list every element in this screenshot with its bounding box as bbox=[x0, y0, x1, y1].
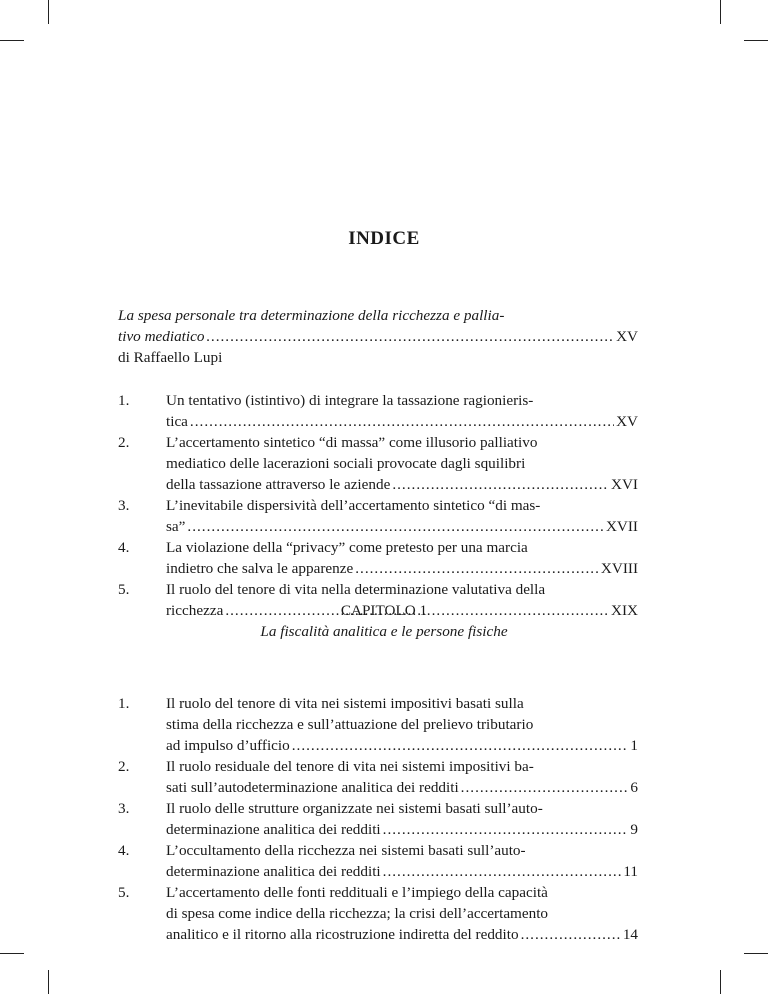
entry-line: L’accertamento sintetico “di massa” come illusorio palliativo bbox=[166, 434, 538, 451]
page-number: 9 bbox=[630, 821, 638, 838]
toc-entry bbox=[118, 495, 638, 537]
crop-mark bbox=[0, 953, 24, 954]
page-title: INDICE bbox=[348, 228, 420, 249]
entry-number: 2. bbox=[118, 434, 130, 451]
crop-mark bbox=[720, 970, 721, 994]
page-number: XVIII bbox=[600, 560, 638, 577]
entry-line: sati sull’autodeterminazione analitica dei redditi ..... 6 bbox=[166, 777, 638, 798]
entry-line: determinazione analitica dei redditi ..... 9 bbox=[166, 819, 638, 840]
entry-line: determinazione analitica dei redditi ..... 11 bbox=[166, 861, 638, 882]
entry-line: della tassazione attraverso le aziende ..... XVI bbox=[166, 474, 638, 495]
toc-entry bbox=[118, 798, 638, 840]
crop-mark bbox=[0, 40, 24, 41]
page-number: 6 bbox=[630, 779, 638, 796]
toc-entry bbox=[118, 756, 638, 798]
preface-title-line: La spesa personale tra determinazione della ricchezza e pallia- bbox=[118, 307, 505, 324]
page-number: XIX bbox=[611, 602, 638, 619]
chapter-heading bbox=[0, 600, 768, 642]
page-number: XV bbox=[616, 328, 638, 345]
entry-line: ricchezza ..... XIX bbox=[166, 600, 638, 621]
entry-number: 1. bbox=[118, 392, 130, 409]
toc-entry bbox=[118, 432, 638, 495]
crop-mark bbox=[48, 0, 49, 24]
page-number: 14 bbox=[622, 926, 638, 943]
chapter-subtitle: La fiscalità analitica e le persone fisiche bbox=[260, 623, 508, 640]
page-number: 11 bbox=[623, 863, 638, 880]
entry-line: Il ruolo del tenore di vita nella determinazione valutativa della bbox=[166, 581, 546, 598]
entry-line: mediatico delle lacerazioni sociali provocate dagli squilibri bbox=[166, 455, 526, 472]
entry-line: L’occultamento della ricchezza nei sistemi basati sull’auto- bbox=[166, 842, 526, 859]
entry-line: Il ruolo del tenore di vita nei sistemi impositivi basati sulla bbox=[166, 695, 524, 712]
entry-line: Il ruolo residuale del tenore di vita nei sistemi impositivi ba- bbox=[166, 758, 534, 775]
entry-line: sa” ..... XVII bbox=[166, 516, 638, 537]
page-number: XVI bbox=[611, 476, 638, 493]
entry-number: 4. bbox=[118, 539, 130, 556]
toc-entry bbox=[118, 882, 638, 945]
entry-number: 1. bbox=[118, 695, 130, 712]
toc-entry bbox=[118, 693, 638, 756]
preface-title-line: tivo mediatico ..... XV bbox=[118, 326, 638, 347]
entry-line: tica ..... XV bbox=[166, 411, 638, 432]
chapter-list bbox=[118, 693, 638, 945]
entry-line: Il ruolo delle strutture organizzate nei sistemi basati sull’auto- bbox=[166, 800, 543, 817]
toc-entry bbox=[118, 390, 638, 432]
entry-number: 3. bbox=[118, 497, 130, 514]
entry-line: di spesa come indice della ricchezza; la crisi dell’accertamento bbox=[166, 905, 549, 922]
entry-line: La violazione della “privacy” come pretesto per una marcia bbox=[166, 539, 528, 556]
entry-line: Un tentativo (istintivo) di integrare la tassazione ragionieris- bbox=[166, 392, 534, 409]
entry-number: 2. bbox=[118, 758, 130, 775]
toc-entry bbox=[118, 840, 638, 882]
page-number: 1 bbox=[630, 737, 638, 754]
entry-number: 5. bbox=[118, 581, 130, 598]
preface-entry bbox=[118, 305, 638, 368]
page-number: XV bbox=[616, 413, 638, 430]
entry-line: stima della ricchezza e sull’attuazione del prelievo tributario bbox=[166, 716, 534, 733]
crop-mark bbox=[720, 0, 721, 24]
crop-mark bbox=[744, 953, 768, 954]
entry-line: L’accertamento delle fonti reddituali e l’impiego della capacità bbox=[166, 884, 548, 901]
page-number: XVII bbox=[605, 518, 638, 535]
intro-list bbox=[118, 390, 638, 621]
toc-entry bbox=[118, 537, 638, 579]
entry-line: indietro che salva le apparenze ..... XVIII bbox=[166, 558, 638, 579]
preface-author: di Raffaello Lupi bbox=[118, 349, 223, 366]
chapter-label: CAPITOLO 1 bbox=[340, 602, 428, 619]
crop-mark bbox=[744, 40, 768, 41]
entry-line: L’inevitabile dispersività dell’accertamento sintetico “di mas- bbox=[166, 497, 541, 514]
entry-line: analitico e il ritorno alla ricostruzione indiretta del reddito ..... 14 bbox=[166, 924, 638, 945]
entry-number: 3. bbox=[118, 800, 130, 817]
entry-line: ad impulso d’ufficio ..... 1 bbox=[166, 735, 638, 756]
entry-number: 4. bbox=[118, 842, 130, 859]
crop-mark bbox=[48, 970, 49, 994]
entry-number: 5. bbox=[118, 884, 130, 901]
